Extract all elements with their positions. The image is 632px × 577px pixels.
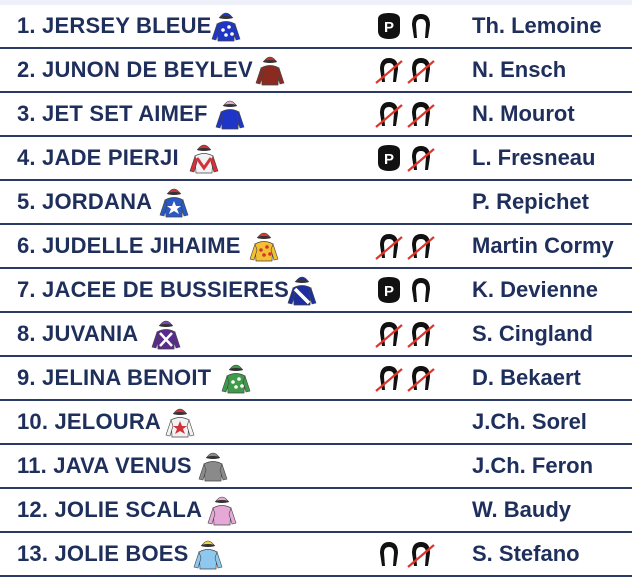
runner-name: 1. JERSEY BLEUE (17, 13, 212, 38)
runner-row[interactable] (0, 313, 632, 357)
runner-row[interactable] (0, 49, 632, 93)
runner-row[interactable] (0, 93, 632, 137)
jockey-name: S. Cingland (472, 321, 593, 346)
equipment-icons (374, 407, 444, 437)
svg-text:P: P (383, 283, 395, 300)
runner-name: 12. JOLIE SCALA (17, 497, 203, 522)
jockey-silk-icon (208, 8, 244, 44)
equipment-icons (374, 55, 444, 85)
runner-name: 4. JADE PIERJI (17, 145, 179, 170)
runner-row[interactable] (0, 445, 632, 489)
runner-name: 8. JUVANIA (17, 321, 139, 346)
runner-name: 11. JAVA VENUS (17, 453, 192, 478)
jockey-name: N. Ensch (472, 57, 567, 82)
equipment-icons (374, 451, 444, 481)
jockey-silk-icon (218, 360, 254, 396)
jockey-name: S. Stefano (472, 541, 580, 566)
runner-name: 10. JELOURA (17, 409, 162, 434)
runner-row[interactable] (0, 533, 632, 577)
svg-text:P: P (383, 19, 395, 36)
jockey-silk-icon (148, 316, 184, 352)
jockey-name: W. Baudy (472, 497, 572, 522)
equipment-icons (374, 495, 444, 525)
equipment-icons (374, 143, 444, 173)
runner-name: 6. JUDELLE JIHAIME (17, 233, 241, 258)
runner-row[interactable] (0, 5, 632, 49)
jockey-name: J.Ch. Feron (472, 453, 594, 478)
jockey-name: D. Bekaert (472, 365, 581, 390)
jockey-silk-icon (186, 140, 222, 176)
jockey-name: N. Mourot (472, 101, 575, 126)
runner-row[interactable] (0, 357, 632, 401)
runner-name: 7. JACEE DE BUSSIERES (17, 277, 289, 302)
equipment-icons (374, 363, 444, 393)
equipment-icons (374, 187, 444, 217)
equipment-icons (374, 539, 444, 569)
jockey-name: Th. Lemoine (472, 13, 602, 38)
runner-row[interactable] (0, 489, 632, 533)
jockey-name: J.Ch. Sorel (472, 409, 587, 434)
runner-row[interactable] (0, 269, 632, 313)
equipment-icons (374, 319, 444, 349)
runner-row[interactable] (0, 137, 632, 181)
jockey-name: L. Fresneau (472, 145, 596, 170)
jockey-silk-icon (156, 184, 192, 220)
jockey-silk-icon (252, 52, 288, 88)
equipment-icons (374, 231, 444, 261)
runner-name: 2. JUNON DE BEYLEV (17, 57, 253, 82)
equipment-icons (374, 11, 444, 41)
jockey-silk-icon (212, 96, 248, 132)
runner-name: 9. JELINA BENOIT (17, 365, 212, 390)
svg-text:P: P (383, 151, 395, 168)
jockey-silk-icon (204, 492, 240, 528)
jockey-silk-icon (190, 536, 226, 572)
jockey-name: K. Devienne (472, 277, 598, 302)
jockey-silk-icon (246, 228, 282, 264)
runner-name: 3. JET SET AIMEF (17, 101, 208, 126)
jockey-name: P. Repichet (472, 189, 589, 214)
runner-name: 5. JORDANA (17, 189, 153, 214)
runner-row[interactable] (0, 401, 632, 445)
jockey-silk-icon (195, 448, 231, 484)
jockey-name: Martin Cormy (472, 233, 614, 258)
equipment-icons (374, 99, 444, 129)
jockey-silk-icon (284, 272, 320, 308)
runner-list (0, 5, 632, 577)
equipment-icons (374, 275, 444, 305)
runner-name: 13. JOLIE BOES (17, 541, 189, 566)
runner-row[interactable] (0, 181, 632, 225)
jockey-silk-icon (162, 404, 198, 440)
runner-row[interactable] (0, 225, 632, 269)
